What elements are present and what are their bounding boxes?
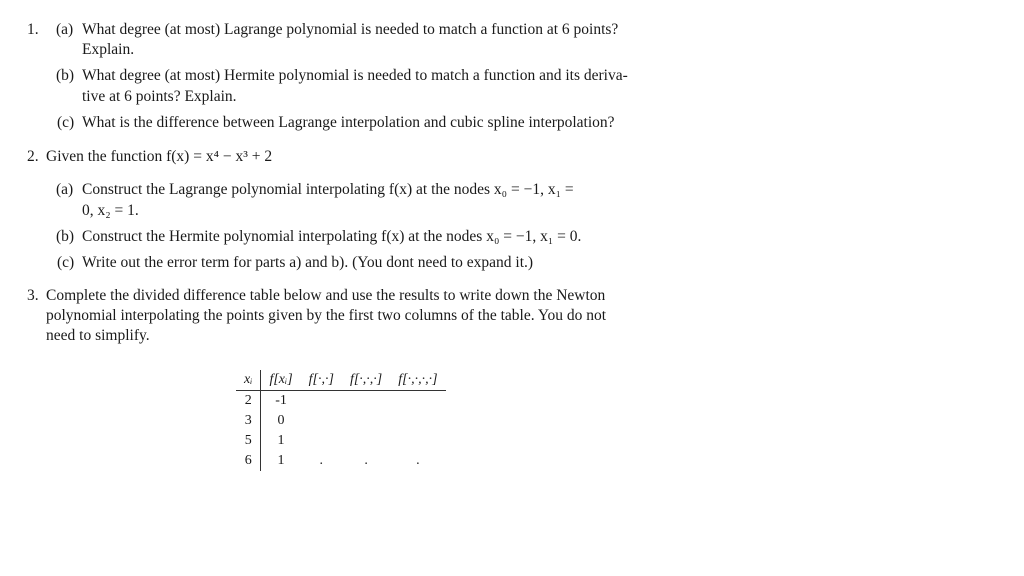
cell-x: 6: [236, 451, 261, 471]
cell-fx: 1: [277, 453, 285, 468]
problem-2a-line-2: 0, x₂ = 1.: [82, 202, 139, 219]
problem-1-number: 1.: [27, 21, 39, 38]
problem-1b-label: (b): [56, 67, 75, 84]
cell-d2: [342, 411, 390, 431]
header-third-difference: f[·,·,·,·]: [390, 370, 445, 391]
cell-d3: [390, 411, 445, 431]
table-row: [236, 411, 446, 431]
problem-2a-line-1: Construct the Lagrange polynomial interpolating f(x) at the nodes x₀ = −1, x₁ =: [82, 181, 574, 198]
cell-d2: [342, 391, 390, 412]
table-row: [236, 391, 446, 412]
problem-2-number: 2.: [27, 148, 39, 165]
cell-d3: [390, 431, 445, 451]
cell-d3: [390, 391, 445, 412]
cell-x: 2: [236, 391, 261, 412]
problem-1c-label: (c): [57, 114, 75, 131]
table-row: [236, 431, 446, 451]
problem-2a-label: (a): [56, 181, 74, 198]
problem-1a-line-2: Explain.: [82, 41, 135, 58]
problem-3-line-1: Complete the divided difference table below and use the results to write down the Newton: [46, 287, 606, 304]
cell-fx: -1: [275, 393, 287, 408]
problem-1b-line-1: What degree (at most) Hermite polynomial is needed to match a function and its deriva-: [82, 67, 628, 84]
table-row: [236, 451, 446, 471]
problem-1c-line-1: What is the difference between Lagrange interpolation and cubic spline interpolation?: [82, 114, 615, 131]
cell-x: 5: [236, 431, 261, 451]
problem-2-intro: Given the function f(x) = x⁴ − x³ + 2: [46, 148, 273, 165]
problem-1a-label: (a): [56, 21, 74, 38]
problem-2b-label: (b): [56, 228, 75, 245]
table-header-row: [236, 370, 446, 391]
cell-d2: .: [364, 453, 368, 468]
problem-2c-line-1: Write out the error term for parts a) and b). (You dont need to expand it.): [82, 254, 534, 271]
cell-d1: [301, 411, 342, 431]
header-fxi: f[xᵢ]: [261, 370, 301, 391]
cell-fx: 0: [277, 413, 285, 428]
cell-d2: [342, 431, 390, 451]
problem-2b-line-1: Construct the Hermite polynomial interpolating f(x) at the nodes x₀ = −1, x₁ = 0.: [82, 228, 582, 245]
problem-3-number: 3.: [27, 287, 39, 304]
problem-1b-line-2: tive at 6 points? Explain.: [82, 88, 237, 105]
problem-1a-line-1: What degree (at most) Lagrange polynomial is needed to match a function at 6 points?: [82, 21, 619, 38]
problem-3-line-2: polynomial interpolating the points given by the first two columns of the table. You do not: [46, 307, 607, 324]
cell-x: 3: [236, 411, 261, 431]
cell-d3: .: [416, 453, 420, 468]
header-xi: xᵢ: [236, 370, 261, 391]
problem-3-line-3: need to simplify.: [46, 327, 150, 344]
divided-difference-table: [236, 370, 446, 471]
cell-d1: .: [319, 453, 324, 468]
header-second-difference: f[·,·,·]: [342, 370, 390, 391]
cell-d1: [301, 391, 342, 412]
header-first-difference: f[·,·]: [301, 370, 342, 391]
cell-d1: [301, 431, 342, 451]
problem-2c-label: (c): [57, 254, 75, 271]
cell-fx: 1: [277, 433, 285, 448]
